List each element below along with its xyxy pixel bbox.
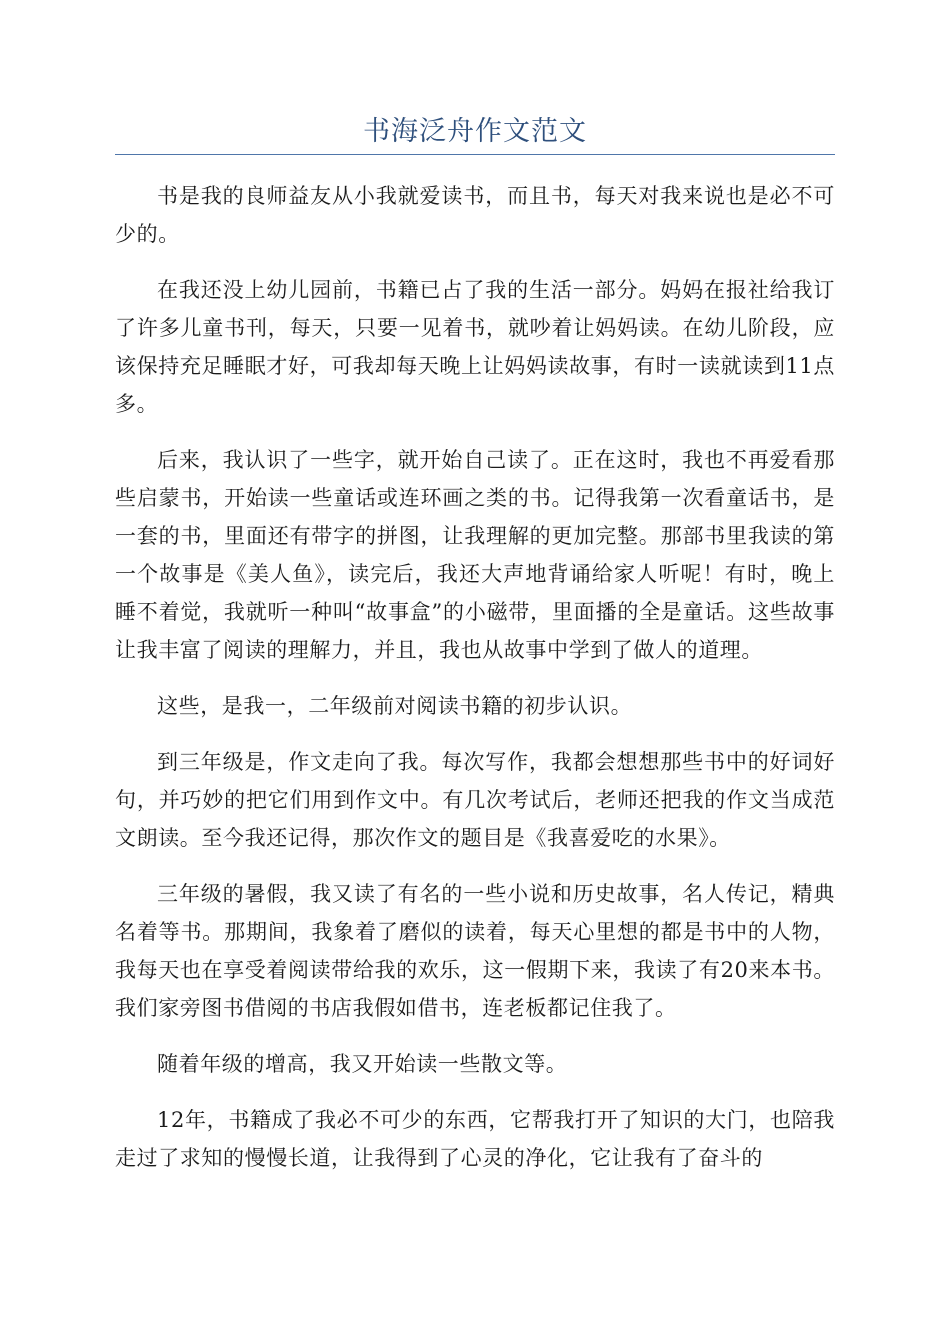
paragraph-1: 书是我的良师益友从小我就爱读书，而且书，每天对我来说也是必不可少的。 — [115, 184, 835, 246]
paragraph-4: 这些，是我一，二年级前对阅读书籍的初步认识。 — [157, 694, 633, 718]
paragraph-8: 12年，书籍成了我必不可少的东西，它帮我打开了知识的大门，也陪我走过了求知的慢慢长道，让我得到了心灵的净化，它让我有了奋斗的 — [115, 1108, 835, 1170]
paragraph-3: 后来，我认识了一些字，就开始自己读了。正在这时，我也不再爱看那些启蒙书，开始读一些童话或连环画之类的书。记得我第一次看童话书，是一套的书，里面还有带字的拼图，让我理解的更加完整。那部书里我读的第一个故事是《美人鱼》，读完后，我还大声地背诵给家人听呢！有时，晚上睡不着觉，我就听一种叫“故事盒”的小磁带，里面播的全是童话。这些故事让我丰富了阅读的理解力，并且，我也从故事中学到了做人的道理。 — [115, 448, 835, 662]
paragraph-2: 在我还没上幼儿园前，书籍已占了我的生活一部分。妈妈在报社给我订了许多儿童书刊，每天，只要一见着书，就吵着让妈妈读。在幼儿阶段，应该保持充足睡眠才好，可我却每天晚上让妈妈读故事，有时一读就读到11点多。 — [115, 278, 835, 416]
paragraph-7: 随着年级的增高，我又开始读一些散文等。 — [157, 1052, 568, 1076]
paragraph-5: 到三年级是，作文走向了我。每次写作，我都会想想那些书中的好词好句，并巧妙的把它们用到作文中。有几次考试后，老师还把我的作文当成范文朗读。至今我还记得，那次作文的题目是《我喜爱吃的水果》。 — [115, 750, 835, 850]
title-underline — [115, 154, 835, 155]
document-body — [115, 177, 835, 1195]
paragraph-6: 三年级的暑假，我又读了有名的一些小说和历史故事，名人传记，精典名着等书。那期间，我象着了磨似的读着，每天心里想的都是书中的人物，我每天也在享受着阅读带给我的欢乐，这一假期下来，我读了有20来本书。我们家旁图书借阅的书店我假如借书，连老板都记住我了。 — [115, 882, 835, 1020]
page-title: 书海泛舟作文范文 — [363, 116, 587, 147]
